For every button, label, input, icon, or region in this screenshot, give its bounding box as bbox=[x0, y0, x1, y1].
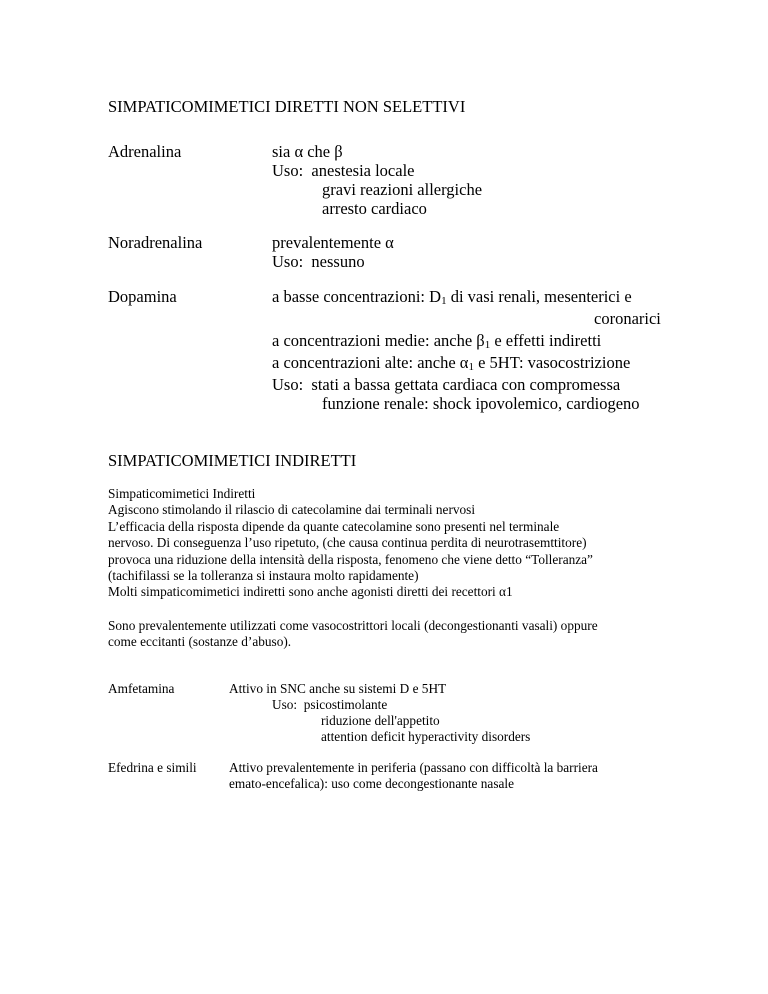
drug-line: sia α che β bbox=[272, 142, 343, 161]
section-title: SIMPATICOMIMETICI INDIRETTI bbox=[108, 451, 357, 470]
drug-use-line: funzione renale: shock ipovolemico, cardiogeno bbox=[322, 394, 640, 413]
drug-line: a basse concentrazioni: $D_1$ di vasi renali, mesenterici e bbox=[272, 287, 632, 307]
drug-line: emato-encefalica): uso come decongestionante nasale bbox=[229, 776, 515, 791]
drug-line: prevalentemente α bbox=[272, 233, 394, 252]
drug-line: Attivo prevalentemente in periferia (passano con difficoltà la barriera bbox=[229, 760, 598, 775]
paragraph-line: come eccitanti (sostanze d’abuso). bbox=[108, 634, 292, 650]
paragraph-line: L’efficacia della risposta dipende da quante catecolamine sono presenti nel terminale bbox=[108, 518, 560, 534]
drug-use-line: gravi reazioni allergiche bbox=[322, 180, 483, 199]
paragraph-line: nervoso. Di conseguenza l’uso ripetuto, (che causa continua perdita di neurotrasemttitore) bbox=[108, 535, 587, 551]
drug-name: Amfetamina bbox=[108, 681, 175, 696]
paragraph-line: Sono prevalentemente utilizzati come vasocostrittori locali (decongestionanti vasali) oppure bbox=[108, 618, 598, 633]
paragraph-line: Molti simpaticomimetici indiretti sono anche agonisti diretti dei recettori α1 bbox=[108, 584, 513, 600]
paragraph-line: Agiscono stimolando il rilascio di catecolamine dai terminali nervosi bbox=[108, 502, 476, 518]
paragraph-line: provoca una riduzione della intensità della risposta, fenomeno che viene detto “Tolleranza” bbox=[108, 551, 593, 567]
drug-line: coronarici bbox=[594, 309, 661, 328]
drug-name: Adrenalina bbox=[108, 142, 182, 161]
drug-line: a concentrazioni medie: anche $\beta_1$ e effetti indiretti bbox=[272, 331, 602, 351]
paragraph bbox=[108, 486, 593, 601]
paragraph-line: (tachifilassi se la tolleranza si instaura molto rapidamente) bbox=[108, 568, 419, 584]
drug-line: a concentrazioni alte: anche $\alpha_1$ e 5HT: vasocostrizione bbox=[272, 353, 631, 373]
paragraph-line: Simpaticomimetici Indiretti bbox=[108, 486, 256, 501]
section-title: SIMPATICOMIMETICI DIRETTI NON SELETTIVI bbox=[108, 97, 466, 116]
drug-line: Attivo in SNC anche su sistemi D e 5HT bbox=[229, 681, 447, 696]
drug-use-line: riduzione dell'appetito bbox=[321, 713, 440, 728]
drug-use-line: attention deficit hyperactivity disorders bbox=[321, 729, 531, 744]
drug-name: Efedrina e simili bbox=[108, 760, 197, 775]
drug-name: Noradrenalina bbox=[108, 233, 203, 252]
drug-use-line: arresto cardiaco bbox=[322, 199, 427, 218]
drug-use-line: Uso: nessuno bbox=[272, 252, 365, 271]
drug-use-line: Uso: stati a bassa gettata cardiaca con compromessa bbox=[272, 375, 621, 394]
drug-use-line: Uso: psicostimolante bbox=[272, 697, 388, 712]
drug-name: Dopamina bbox=[108, 287, 177, 306]
drug-use-line: Uso: anestesia locale bbox=[272, 161, 415, 180]
usage-paragraph bbox=[108, 618, 598, 651]
